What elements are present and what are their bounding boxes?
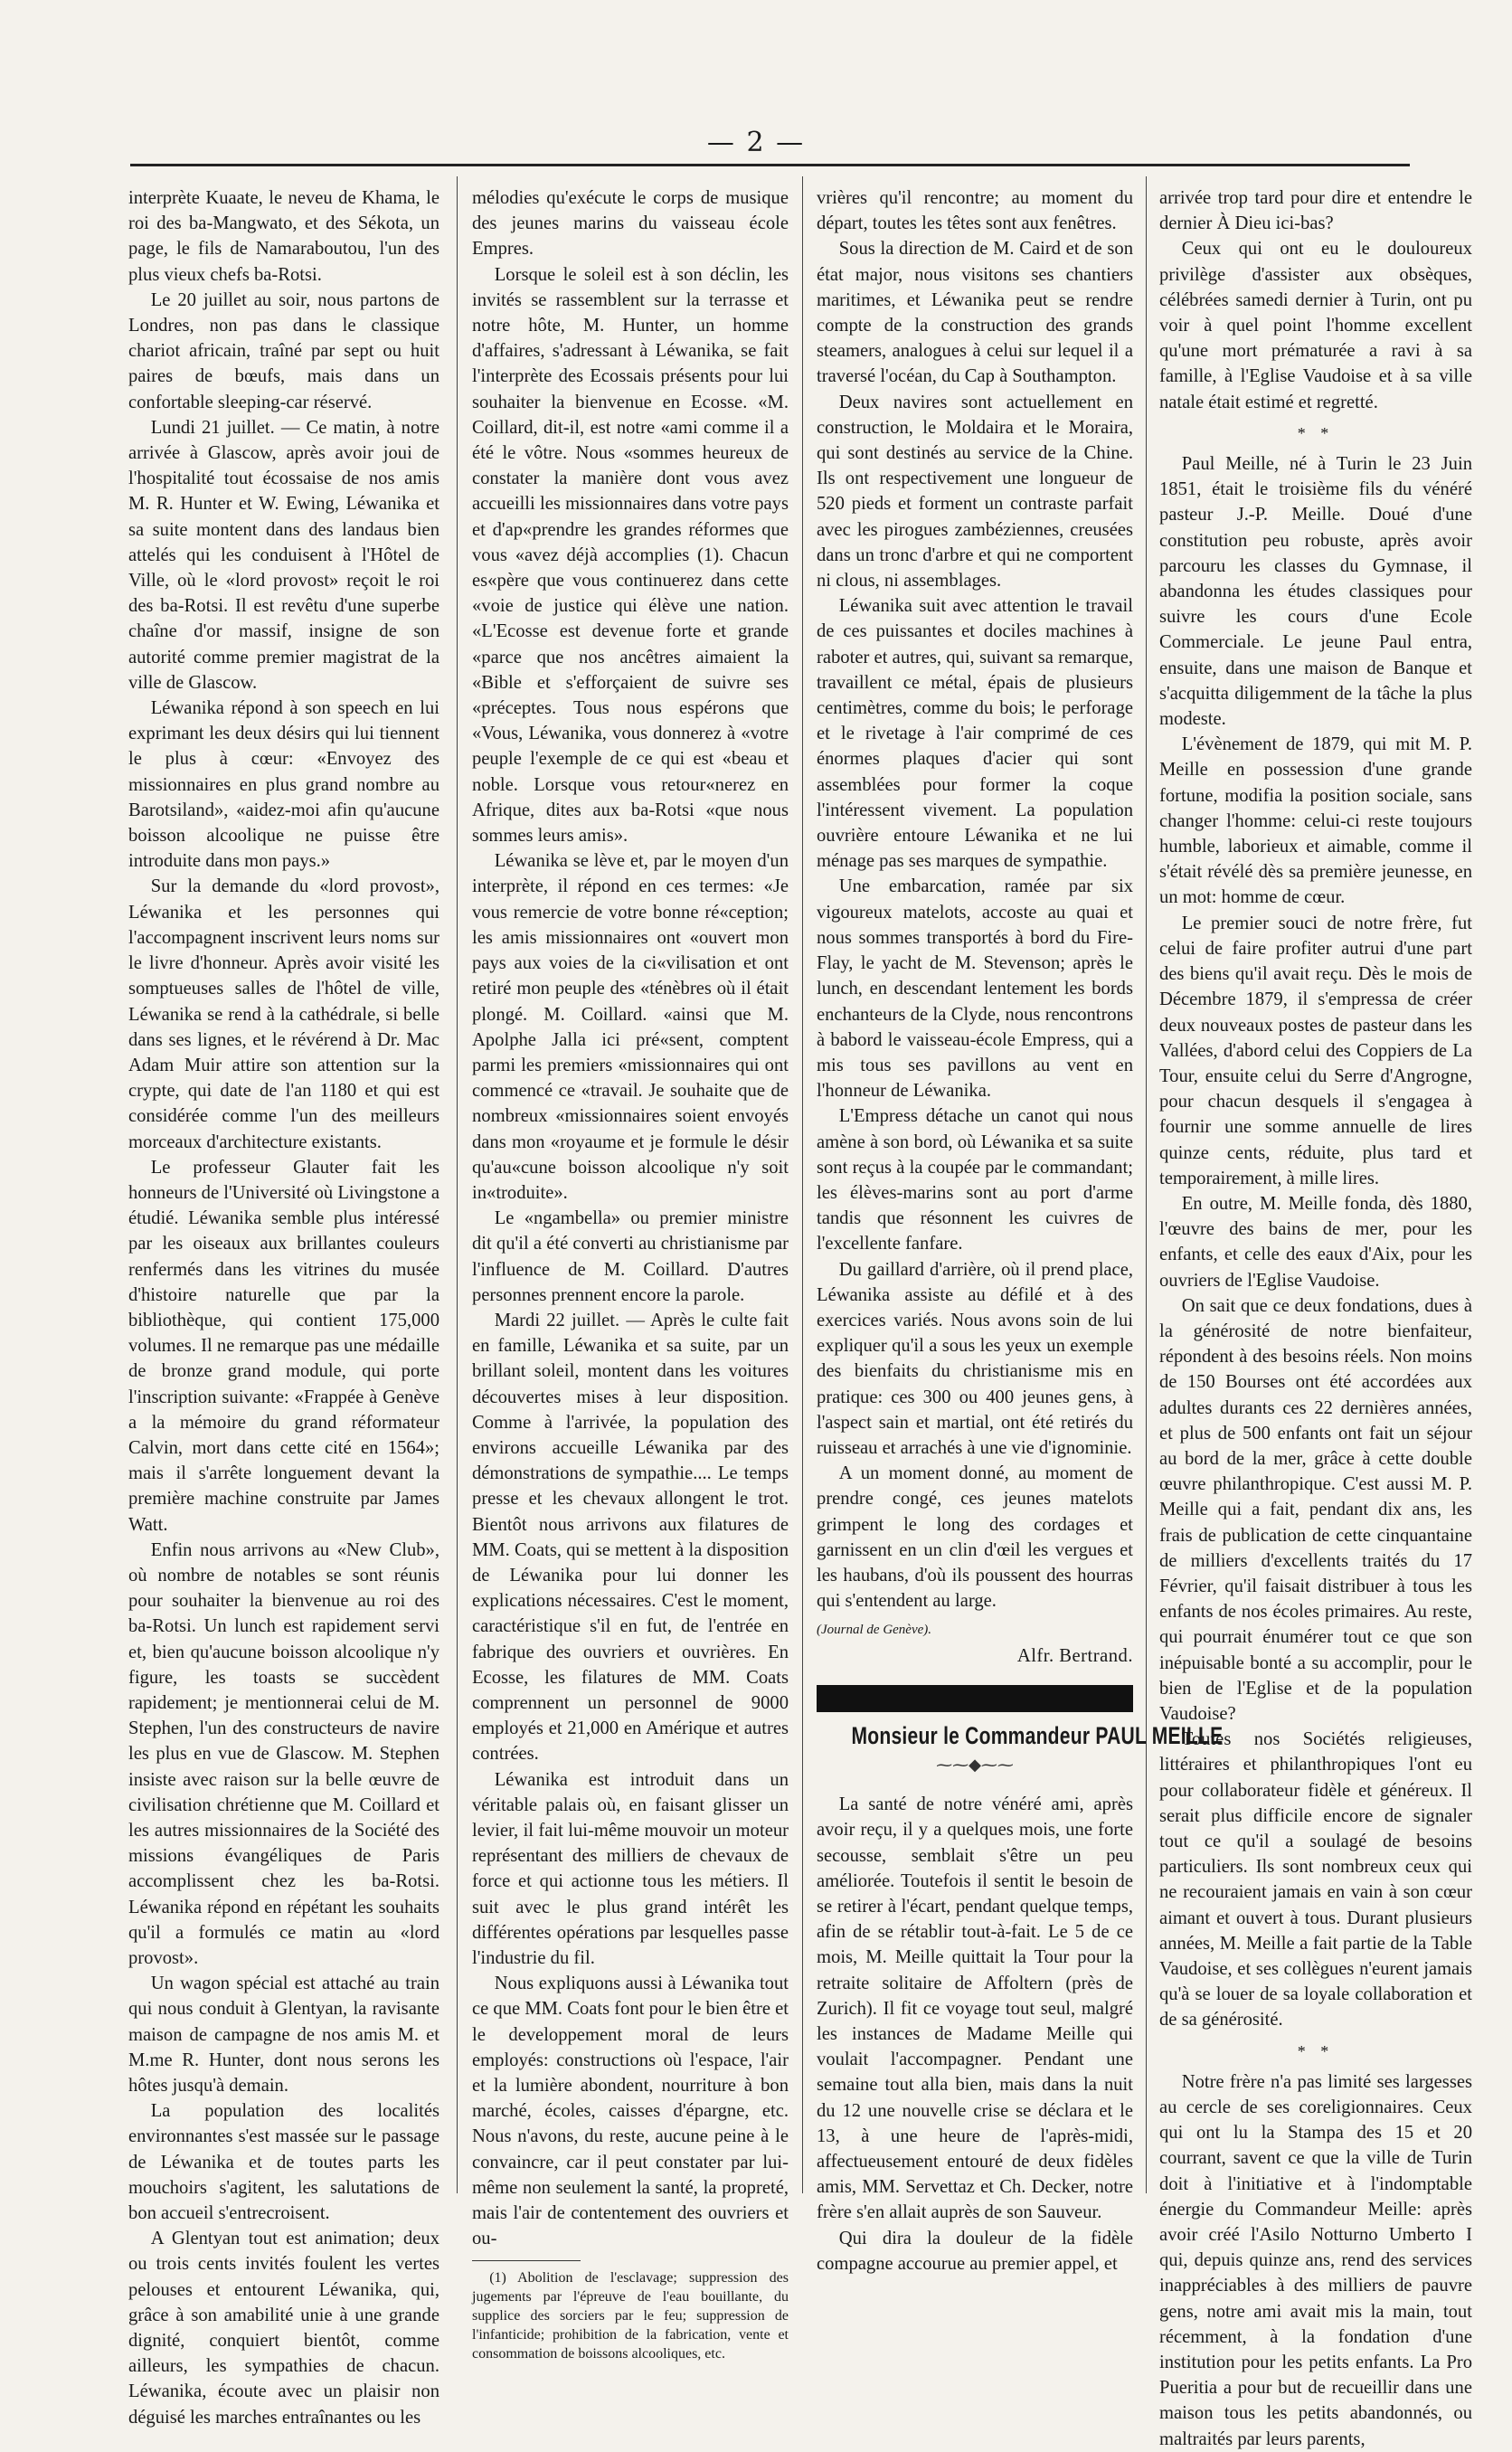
section-title: Monsieur le Commandeur PAUL MEILLE — [851, 1721, 1224, 1749]
paragraph: Enfin nous arrivons au «New Club», où nombre de notables se sont réunis pour souhaiter la bienvenue au roi des ba-Rotsi. Un lunch est rapidement servi et, bien qu'aucune boisson alcoolique n'y figure, les toasts se succèdent rapidement; je mentionnerai celui de M. Stephen, l'un des constructeurs de navire les plus en vue de Glascow. M. Stephen insiste avec raison sur la belle œuvre de civilisation chrétienne que M. Coillard et les autres missionnaires de la Société des missions évangéliques de Paris accomplissent chez les ba-Rotsi. Léwanika répond en répétant les souhaits qu'il a formulés ce matin au «lord provost». — [128, 1539, 439, 1969]
column-4c-paragraphs — [1159, 2069, 1472, 2452]
paragraph: En outre, M. Meille fonda, dès 1880, l'œuvre des bains de mer, pour les enfants, et celle des eaux d'Aix, pour les ouvriers de l'Eglise Vaudoise. — [1159, 1193, 1472, 1291]
paragraph: Le professeur Glauter fait les honneurs de l'Université où Livingstone a étudié. Léwanika semble plus intéressé par les oiseaux aux brillantes couleurs renfermés dans les vitrines du musée d'histoire naturelle que par la bibliothèque, qui contient 175,000 volumes. Il ne remarque pas une médaille de bronze grand module, qui porte l'inscription suivante: «Frappée à Genève a la mémoire du grand réformateur Calvin, mort dans cette cité en 1564»; mais il s'arrête longuement devant la première machine construite par James Watt. — [128, 1157, 440, 1535]
header-rule — [130, 164, 1410, 166]
paragraph: Le «ngambella» ou premier ministre dit qu'il a été converti au christianisme par l'influence de M. Coillard. D'autres personnes prennent encore la parole. — [472, 1208, 789, 1305]
paragraph: Nous expliquons aussi à Léwanika tout ce que MM. Coats font pour le bien être et le developpement moral de leurs employés: constructions où l'espace, l'air et la lumière abondent, nourriture à bon marché, écoles, caisses d'épargne, etc. Nous n'avons, du reste, aucune peine à le convaincre, car il peut constater par lui-même non seulement la santé, la propreté, mais l'air de contentement des ouvriers et ou- — [472, 1974, 789, 2249]
paragraph: arrivée trop tard pour dire et entendre le dernier À Dieu ici-bas? — [1159, 188, 1472, 234]
column-1 — [128, 185, 440, 2428]
paragraph: A un moment donné, au moment de prendre congé, ces jeunes matelots grimpent le long des cordages et garnissent en un clin d'œil les vergues et les haubans, d'où ils poussent des hourras qui s'entendent au large. — [817, 1463, 1133, 1612]
paragraph: Deux navires sont actuellement en construction, le Moldaira et le Moraira, qui sont destinés au service de la Chine. Ils ont respectivement une longueur de 520 pieds et forment un contraste parfait avec les pirogues zambéziennes, creusées dans un tronc d'arbre et qui ne comportent ni clous, ni assemblages. — [817, 392, 1133, 592]
column-3-paragraphs — [817, 185, 1133, 1614]
column-4-paragraphs — [1159, 185, 1472, 415]
column-2 — [472, 185, 789, 2362]
column-3b-paragraphs — [817, 1792, 1133, 2277]
paragraph: Du gaillard d'arrière, où il prend place, Léwanika assiste au défilé et à des exercices variés. Nous avons soin de lui expliquer qu'il a sous les yeux un exemple des bienfaits du christianisme mis en pratique: ces 300 ou 400 jeunes gens, à l'aspect sain et martial, ont été retirés du ruisseau et arrachés à une vie d'ignominie. — [817, 1259, 1133, 1458]
paragraph: On sait que ce deux fondations, dues à la générosité de notre bienfaiteur, répondent à des besoins réels. Non moins de 150 Bourses ont été accordées aux adultes durants ces 22 dernières années, et plus de 500 enfants ont fait un séjour au bord de la mer, grâce à cette double œuvre philanthropique. C'est aussi M. P. Meille qui a fait, pendant dix ans, les frais de publication de cette cinquantaine de milliers d'excellents traités du 17 Février, qu'il faisait distribuer à tous les enfants de nos écoles primaires. Au reste, qui pourrait énumérer tout ce que son inépuisable bonté a su accomplir, pour le bien de l'Eglise et de la population Vaudoise? — [1159, 1295, 1472, 1724]
column-divider — [1146, 176, 1147, 2193]
section-stars: * * — [1297, 2041, 1335, 2060]
column-divider — [457, 176, 458, 2193]
column-divider — [802, 176, 803, 2193]
paragraph: Le premier souci de notre frère, fut celui de faire profiter autrui d'une part des biens qu'il avait reçu. Dès le mois de Décembre 1879, il s'empressa de créer deux nouveaux postes de pasteur dans les Vallées, d'abord celui des Coppiers de La Tour, ensuite celui du Serre d'Angrogne, pour chacun desquels il s'engagea à fournir une somme annuelle de lires quinze cents, réduite, plus tard et temporairement, à mille lires. — [1159, 913, 1472, 1188]
paragraph: Sur la demande du «lord provost», Léwanika et les personnes qui l'accompagnent inscrivent leurs noms sur le livre d'honneur. Après avoir visité les somptueuses salles de l'hôtel de ville, Léwanika se rend à la cathédrale, si belle dans ses lignes, et le révérend à Dr. Mac Adam Muir attire son attention sur la crypte, qui date de l'an 1180 et qui est considérée comme l'un des meilleurs morceaux d'architecture existants. — [128, 876, 439, 1152]
paragraph: Notre frère n'a pas limité ses largesses au cercle de ses coreligionnaires. Ceux qui ont lu la Stampa des 15 et 20 courrant, savent ce que la ville de Turin doit à l'initiative et à l'indomptable énergie du Commandeur Meille: après avoir créé l'Asilo Notturno Umberto I qui, depuis quinze ans, rend des services inappréciables à des milliers de pauvre gens, notre ami avait mis la main, tout récemment, à la fondation d'une institution pour les petits enfants. La Pro Pueritia a pour but de recueillir dans une maison tous les petits abandonnés, ou maltraités par leurs parents, — [1159, 2071, 1472, 2449]
paragraph: A Glentyan tout est animation; deux ou trois cents invités foulent les vertes pelouses et entourent Léwanika, qui, grâce à son amabilité unie à une grande dignité, conquiert bientôt, comme ailleurs, les sympathies de chacun. Léwanika, écoute avec un plaisir non déguisé les marches entraînantes ou les — [128, 2229, 439, 2428]
article-signature: Alfr. Bertrand. — [1016, 1645, 1133, 1666]
paragraph: interprète Kuaate, le neveu de Khama, le roi des ba-Mangwato, et des Sékota, un page, le fils de Namaraboutou, l'un des plus vieux chefs ba-Rotsi. — [128, 188, 439, 285]
footnote: (1) Abolition de l'esclavage; suppression des jugements par l'épreuve de l'eau bouillante, du supplice des sorciers par le feu; suppression de l'infanticide; prohibition de la fabrication, vente et consommation de boissons alcooliques, etc. — [472, 2270, 789, 2362]
paragraph: Léwanika suit avec attention le travail de ces puissantes et dociles machines à raboter et autres, qui, suivant sa remarque, travaillent ce métal, épais de plusieurs centimètres, comme du bois; le perforage et le rivetage à l'air comprimé de ces énormes plaques d'acier qui sont assemblées pour former la coque l'intéressent vivement. La population ouvrière entoure Léwanika et ne lui ménage pas ses marques de sympathie. — [817, 596, 1133, 872]
column-3 — [817, 185, 1224, 2274]
paragraph: L'Empress détache un canot qui nous amène à son bord, où Léwanika et sa suite sont reçus à la coupée par le commandant; les élèves-marins sont au port d'arme tandis que résonnent les cuivres de l'excellente fanfare. — [817, 1106, 1133, 1254]
paragraph: mélodies qu'exécute le corps de musique des jeunes marins du vaisseau école Empres. — [472, 188, 789, 260]
column-2-paragraphs — [472, 185, 789, 2251]
page-number: — 2 — — [706, 127, 806, 158]
paragraph: L'évènement de 1879, qui mit M. P. Meille en possession d'une grande fortune, modifia la position sociale, sans changer l'homme: celui-ci reste toujours humble, laborieux et aimable, comme il s'était révélé dès sa première jeunesse, en un mot: homme de cœur. — [1159, 734, 1472, 908]
paragraph: Toutes nos Sociétés religieuses, littéraires et philanthropiques l'ont eu pour collaborateur fidèle et généreux. Il serait plus difficile encore de signaler tout ce qu'il a soulagé de besoins particuliers. Ils sont nombreux ceux qui ne recouraient jamais en vain à son cœur aimant et ouvert à tous. Durant plusieurs années, M. Meille a fait partie de la Table Vaudoise, et ses collègues n'eurent jamais qu'à se louer de sa loyale collaboration et de sa générosité. — [1159, 1729, 1472, 2031]
paragraph: Le 20 juillet au soir, nous partons de Londres, non pas dans le classique chariot africain, traîné par sept ou huit paires de bœufs, mais dans un confortable sleeping-car réservé. — [128, 289, 439, 412]
section-separator-bar — [817, 1685, 1133, 1712]
paragraph: Léwanika répond à son speech en lui exprimant les deux désirs qui lui tiennent le plus à cœur: «Envoyez des missionnaires en plus grand nombre au Barotsiland», «aidez-moi afin qu'aucune boisson alcoolique ne puisse être introduite dans mon pays.» — [128, 698, 439, 872]
footnote-rule — [472, 2260, 581, 2261]
column-1-paragraphs — [128, 185, 439, 2430]
paragraph: Une embarcation, ramée par six vigoureux matelots, accoste au quai et nous sommes transportés à bord du Fire-Flay, le yacht de M. Stevenson; après le lunch, en descendant lentement les bords enchanteurs de la Clyde, nous rencontrons à babord le vaisseau-école Empress, qui a mis tous ses pavillons au vent en l'honneur de Léwanika. — [817, 876, 1133, 1102]
paragraph: Sous la direction de M. Caird et de son état major, nous visitons ses chantiers maritimes, et Léwanika peut se rendre compte de la construction des grands steamers, analogues à celui sur lequel il a traversé l'océan, du Cap à Southampton. — [817, 239, 1133, 387]
paragraph: Ceux qui ont eu le douloureux privilège d'assister aux obsèques, célébrées samedi dernier à Turin, ont pu voir à quel point l'homme excellent qu'une mort prématurée a ravi à sa famille, à l'Eglise Vaudoise et à sa ville natale était estimé et regretté. — [1159, 239, 1472, 412]
paragraph: vrières qu'il rencontre; au moment du départ, toutes les têtes sont aux fenêtres. — [817, 188, 1133, 234]
paragraph: Paul Meille, né à Turin le 23 Juin 1851, était le troisième fils du vénéré pasteur J.-P. Meille. Doué d'une constitution peu robuste, après avoir parcouru les classes du Gymnase, il abandonna les études classiques pour suivre les cours d'une Ecole Commerciale. Le jeune Paul entra, ensuite, dans une maison de Banque et s'acquitta diligemment de la tâche la plus modeste. — [1159, 454, 1472, 730]
paragraph: Un wagon spécial est attaché au train qui nous conduit à Glentyan, la ravisante maison de campagne de nos amis M. et M.me R. Hunter, dont nous serons les hôtes jusqu'à demain. — [128, 1974, 439, 2097]
paragraph: Lorsque le soleil est à son déclin, les invités se rassemblent sur la terrasse et notre hôte, M. Hunter, un homme d'affaires, s'adressant à Léwanika, se fait l'interprète des Ecossais présents pour lui souhaiter la bienvenue en Ecosse. «M. Coillard, dit-il, est notre «ami comme il a été le vôtre. Nous «sommes heureux de constater la manière dont vous avez accueilli les missionnaires dans votre pays et d'ap«prendre les grandes réformes que vous «avez déjà accomplies (1). Chacun es«père que vous continuerez dans cette «voie de justice qui élève une nation. «L'Ecosse est devenue forte et grande «parce que nos ancêtres aimaient la «Bible et s'efforçaient de suivre ses «préceptes. Tous nous espérons que «Vous, Léwanika, vous donnerez à «votre peuple l'exemple de ce qui est «beau et noble. Lorsque vous retour«nerez en Afrique, dites aux ba-Rotsi «que nous sommes leurs amis». — [472, 264, 789, 847]
paragraph: La santé de notre vénéré ami, après avoir reçu, il y a quelques mois, une forte secousse, semblait s'être un peu améliorée. Toutefois il sentit le besoin de se retirer à l'écart, pendant quelque temps, afin de se rétablir tout-à-fait. Le 5 de ce mois, M. Meille quittait la Tour pour la retraite solitaire de Affoltern (près de Zurich). Il fit ce voyage tout seul, malgré les instances de Madame Meille qui voulait l'accompagner. Pendant une semaine tout alla bien, mais dans la nuit du 12 une nouvelle crise se déclara et le 13, à une heure de l'après-midi, affectueusement entouré de deux fidèles amis, MM. Servettaz et Ch. Decker, notre frère s'en allait auprès de son Sauveur. — [817, 1794, 1133, 2223]
column-4b-paragraphs — [1159, 451, 1472, 2033]
section-stars: * * — [1297, 423, 1335, 442]
paragraph: La population des localités environnantes s'est massée sur le passage de Léwanika et de toutes parts les mouchoirs s'agitent, les salutations de bon accueil s'entrecroisent. — [128, 2101, 439, 2224]
article-source: (Journal de Genève). — [817, 1623, 932, 1638]
paragraph: Léwanika est introduit dans un véritable palais où, en faisant glisser un levier, il fait lui-même mouvoir un moteur représentant des milliers de chevaux de force et qui actionne tous les métiers. Il suit avec le plus grand intérêt les différentes opérations par lesquelles passe l'industrie du fil. — [472, 1769, 789, 1969]
column-4 — [1159, 185, 1472, 2449]
paragraph: Léwanika se lève et, par le moyen d'un interprète, il répond en ces termes: «Je vous remercie de votre bonne ré«ception; les amis missionnaires ont «ouvert mon pays aux voies de la ci«vilisation et ont retiré mon peuple des «ténèbres où il était plongé. M. Coillard. «ainsi que M. Apolphe Jalla ici pré«sent, comptent parmi les premiers «missionnaires qui ont commencé ce «travail. Je souhaite que de nombreux «missionnaires soient envoyés dans mon «royaume et je formule le désir qu'au«cune boisson alcoolique n'y soit in«troduite». — [472, 851, 789, 1203]
paragraph: Mardi 22 juillet. — Après le culte fait en famille, Léwanika et sa suite, par un brillant soleil, montent dans les voitures découvertes mises à leur disposition. Comme à l'arrivée, la population des environs accueille Léwanika par des démonstrations de sympathie.... Le temps presse et les chevaux allongent le trot. Bientôt nous arrivons aux filatures de MM. Coats, qui se mettent à la disposition de Léwanika pour lui donner les explications nécessaires. C'est le moment, caractéristique s'il en fut, de l'entrée en fabrique des ouvriers et ouvrières. En Ecosse, les filatures de MM. Coats comprennent un personnel de 9000 employés et 21,000 en Amérique et autres contrées. — [472, 1310, 789, 1765]
paragraph: Lundi 21 juillet. — Ce matin, à notre arrivée à Glascow, après avoir joui de l'hospitalité tout écossaise de nos amis M. R. Hunter et W. Ewing, Léwanika et sa suite montent dans des landaus bien attelés qui les conduisent à l'Hôtel de Ville, où le «lord provost» reçoit le roi des ba-Rotsi. Il est revêtu d'une superbe chaîne d'or massif, insigne de son autorité comme premier magistrat de la ville de Glascow. — [128, 417, 439, 693]
paragraph: Qui dira la douleur de la fidèle compagne accourue au premier appel, et — [817, 2228, 1133, 2274]
title-ornament: ⁓⁓◆⁓⁓ — [936, 1755, 1014, 1774]
